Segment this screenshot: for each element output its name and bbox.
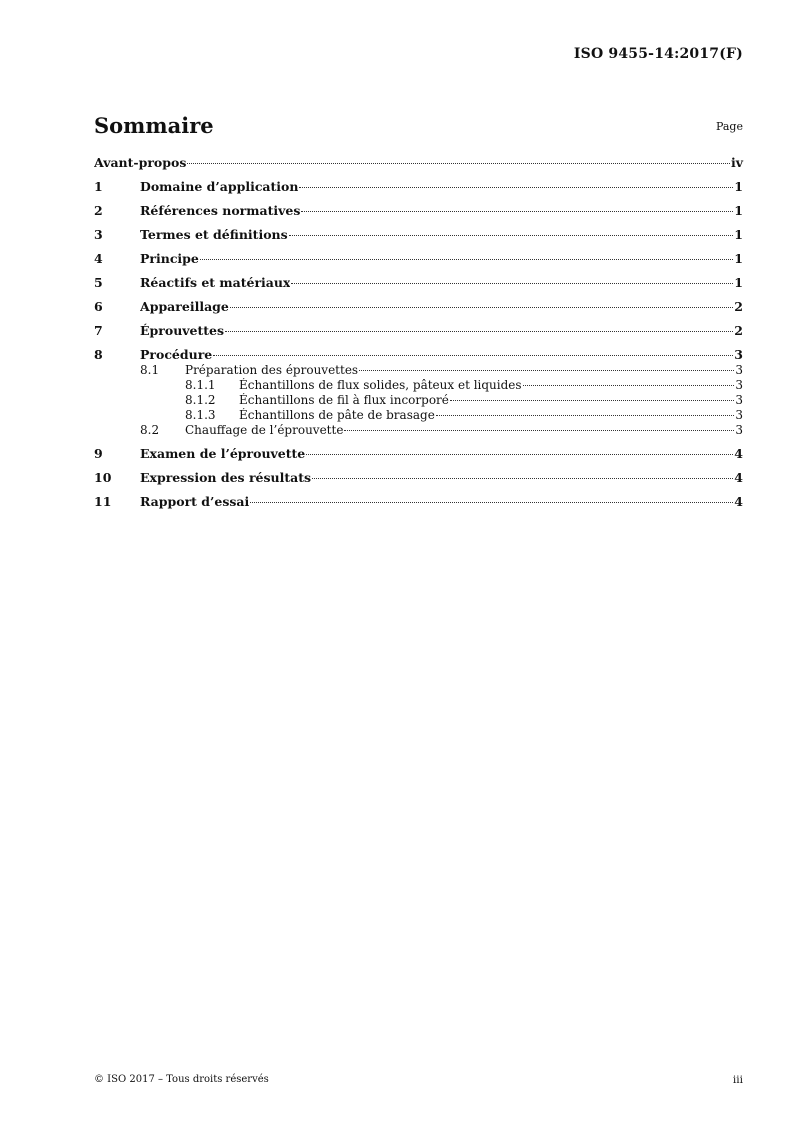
- toc-entry-number: 8.1: [140, 363, 160, 377]
- toc-entry-number: 5: [94, 275, 103, 290]
- toc-entry-number: 8: [94, 347, 103, 362]
- toc-entry-6[interactable]: [94, 299, 743, 315]
- toc-entry-title: Domaine d’application: [140, 179, 299, 194]
- toc-entry-page: 3: [735, 408, 743, 422]
- dot-leader: [200, 259, 733, 260]
- toc-title: Sommaire: [94, 113, 214, 138]
- toc-entry-page: iv: [730, 155, 743, 170]
- toc-entry-title: Chauffage de l’éprouvette: [185, 423, 344, 437]
- toc-entry-page: 1: [734, 251, 743, 266]
- toc-entry-page: 1: [734, 275, 743, 290]
- toc-entry-4[interactable]: [94, 251, 743, 267]
- dot-leader: [306, 454, 733, 455]
- toc-entry-1[interactable]: [94, 179, 743, 195]
- toc-entry-number: 8.1.1: [185, 378, 216, 392]
- toc-entry-8-2[interactable]: [94, 423, 743, 437]
- dot-leader: [225, 331, 733, 332]
- dot-leader: [450, 400, 734, 401]
- dot-leader: [344, 430, 734, 431]
- toc-entry-2[interactable]: [94, 203, 743, 219]
- toc-entry-title: Examen de l’éprouvette: [140, 446, 306, 461]
- toc-entry-title: Procédure: [140, 347, 213, 362]
- toc-entry-page: 2: [734, 323, 743, 338]
- toc-entry-page: 2: [734, 299, 743, 314]
- toc-entry-8[interactable]: [94, 347, 743, 363]
- toc-entry-8-1-3[interactable]: [94, 408, 743, 422]
- page-column-label: Page: [715, 120, 743, 133]
- toc-entry-page: 4: [734, 494, 743, 509]
- toc-entry-title: Expression des résultats: [140, 470, 312, 485]
- document-id: ISO 9455-14:2017(F): [573, 46, 743, 62]
- toc-entry-page: 3: [735, 363, 743, 377]
- toc-entry-number: 3: [94, 227, 103, 242]
- dot-leader: [250, 502, 733, 503]
- toc-entry-number: 7: [94, 323, 103, 338]
- toc-entry-title: Réactifs et matériaux: [140, 275, 291, 290]
- toc-entry-page: 3: [735, 393, 743, 407]
- toc-entry-page: 3: [735, 378, 743, 392]
- toc-entry-number: 8.2: [140, 423, 160, 437]
- toc-entry-title: Échantillons de fil à flux incorporé: [239, 393, 449, 407]
- toc-entry-number: 9: [94, 446, 103, 461]
- toc-entry-8-1-2[interactable]: [94, 393, 743, 407]
- dot-leader: [230, 307, 733, 308]
- toc-entry-title: Échantillons de flux solides, pâteux et liquides: [239, 378, 522, 392]
- toc-entry-title: Appareillage: [140, 299, 229, 314]
- dot-leader: [436, 415, 735, 416]
- toc-entry-number: 11: [94, 494, 112, 509]
- toc-entry-title: Avant-propos: [94, 155, 187, 170]
- toc-entry-10[interactable]: [94, 470, 743, 486]
- table-of-contents: [94, 155, 743, 518]
- toc-entry-title: Références normatives: [140, 203, 301, 218]
- dot-leader: [291, 283, 733, 284]
- toc-entry-title: Termes et définitions: [140, 227, 288, 242]
- toc-entry-page: 1: [734, 179, 743, 194]
- dot-leader: [301, 211, 733, 212]
- toc-entry-page: 3: [734, 347, 743, 362]
- toc-entry-page: 4: [734, 470, 743, 485]
- toc-entry-title: Préparation des éprouvettes: [185, 363, 359, 377]
- dot-leader: [523, 385, 735, 386]
- toc-entry-number: 8.1.2: [185, 393, 216, 407]
- toc-entry-number: 6: [94, 299, 103, 314]
- toc-entry-3[interactable]: [94, 227, 743, 243]
- dot-leader: [289, 235, 734, 236]
- dot-leader: [299, 187, 733, 188]
- toc-entry-title: Éprouvettes: [140, 323, 225, 338]
- toc-entry-8-1-1[interactable]: [94, 378, 743, 392]
- toc-entry-number: 1: [94, 179, 103, 194]
- toc-entry-number: 4: [94, 251, 103, 266]
- dot-leader: [187, 163, 730, 164]
- toc-entry-number: 8.1.3: [185, 408, 216, 422]
- toc-entry-page: 4: [734, 446, 743, 461]
- toc-entry-8-1[interactable]: [94, 363, 743, 377]
- toc-entry-avant-propos[interactable]: [94, 155, 743, 171]
- toc-entry-7[interactable]: [94, 323, 743, 339]
- toc-entry-title: Principe: [140, 251, 199, 266]
- toc-entry-title: Échantillons de pâte de brasage: [239, 408, 435, 422]
- toc-entry-5[interactable]: [94, 275, 743, 291]
- toc-entry-11[interactable]: [94, 494, 743, 510]
- dot-leader: [359, 370, 734, 371]
- dot-leader: [312, 478, 733, 479]
- toc-entry-page: 1: [734, 203, 743, 218]
- toc-entry-title: Rapport d’essai: [140, 494, 250, 509]
- footer-copyright: © ISO 2017 – Tous droits réservés: [94, 1074, 269, 1085]
- footer-page-number: iii: [732, 1074, 743, 1086]
- toc-entry-page: 1: [734, 227, 743, 242]
- toc-entry-page: 3: [735, 423, 743, 437]
- dot-leader: [213, 355, 733, 356]
- toc-entry-number: 10: [94, 470, 112, 485]
- toc-entry-9[interactable]: [94, 446, 743, 462]
- toc-entry-number: 2: [94, 203, 103, 218]
